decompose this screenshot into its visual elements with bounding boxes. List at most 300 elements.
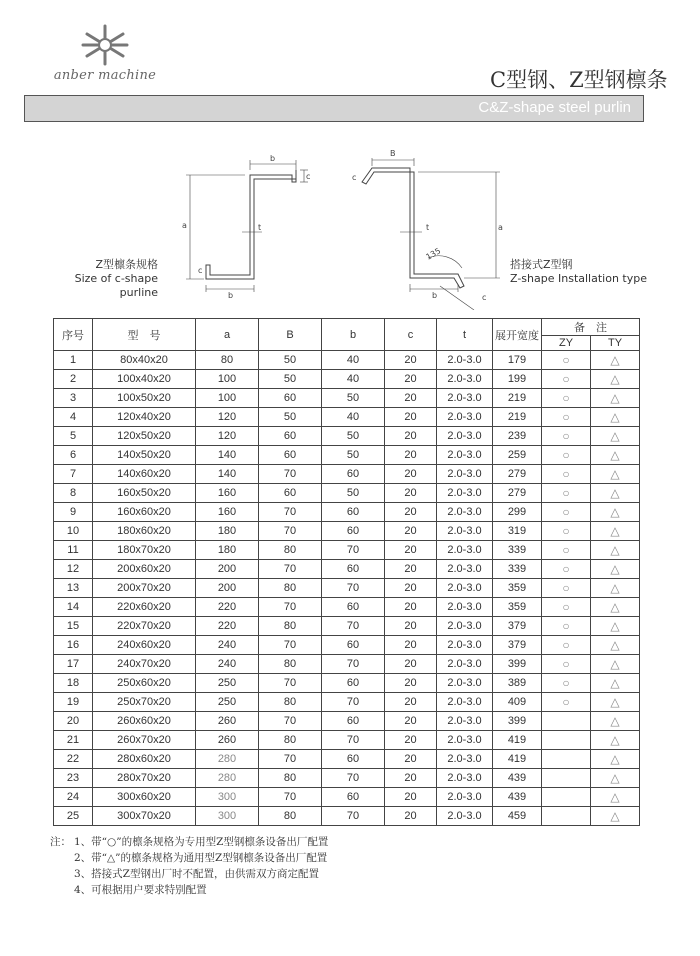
table-row (54, 750, 640, 769)
dim-label-angle: 135 (424, 246, 443, 262)
cell-b: 40 (322, 408, 385, 427)
cell-t: 2.0-3.0 (437, 788, 493, 807)
header-b: b (322, 319, 385, 351)
cell-ty: △ (591, 769, 640, 788)
cell-B: 70 (259, 522, 322, 541)
cell-t: 2.0-3.0 (437, 807, 493, 826)
cell-width: 419 (493, 750, 542, 769)
cell-t: 2.0-3.0 (437, 446, 493, 465)
cell-t: 2.0-3.0 (437, 750, 493, 769)
dim-label-c-right-top: c (352, 173, 357, 182)
table-row (54, 674, 640, 693)
dim-label-a-left: a (182, 221, 187, 230)
dim-label-B-right: B (390, 149, 396, 158)
cell-ty: △ (591, 636, 640, 655)
logo-star-icon (77, 22, 133, 68)
cell-width: 439 (493, 769, 542, 788)
cell-c: 20 (385, 389, 437, 408)
table-row (54, 598, 640, 617)
cell-B: 60 (259, 427, 322, 446)
cell-no: 8 (54, 484, 93, 503)
cell-no: 16 (54, 636, 93, 655)
cell-c: 20 (385, 465, 437, 484)
cell-width: 439 (493, 788, 542, 807)
cell-width: 299 (493, 503, 542, 522)
cell-b: 60 (322, 560, 385, 579)
cell-b: 60 (322, 465, 385, 484)
cell-width: 419 (493, 731, 542, 750)
dim-label-t-left: t (258, 223, 262, 232)
table-row (54, 655, 640, 674)
cell-width: 399 (493, 712, 542, 731)
cell-no: 22 (54, 750, 93, 769)
cell-zy (542, 712, 591, 731)
right-diagram-caption (510, 258, 650, 286)
table-row (54, 370, 640, 389)
header-c: c (385, 319, 437, 351)
cell-a: 100 (196, 389, 259, 408)
cell-no: 24 (54, 788, 93, 807)
cell-a: 120 (196, 408, 259, 427)
cell-ty: △ (591, 541, 640, 560)
cell-b: 60 (322, 750, 385, 769)
table-row (54, 522, 640, 541)
cell-no: 11 (54, 541, 93, 560)
cell-B: 80 (259, 693, 322, 712)
cell-B: 70 (259, 788, 322, 807)
cell-a: 180 (196, 522, 259, 541)
cell-zy (542, 750, 591, 769)
spec-table (53, 318, 640, 826)
cell-B: 80 (259, 579, 322, 598)
cell-zy (542, 788, 591, 807)
cell-a: 220 (196, 598, 259, 617)
cell-a: 140 (196, 465, 259, 484)
table-row (54, 389, 640, 408)
cell-model: 160x60x20 (93, 503, 196, 522)
note-text-1: 1、带“○”的檩条规格为专用型Z型钢檩条设备出厂配置 (74, 836, 329, 848)
cell-ty: △ (591, 427, 640, 446)
left-diagram-caption (50, 258, 158, 300)
table-row (54, 712, 640, 731)
dim-label-c-right-bottom: c (482, 293, 487, 302)
note-text-4: 4、可根据用户要求特别配置 (74, 884, 207, 896)
cell-width: 179 (493, 351, 542, 370)
table-row (54, 427, 640, 446)
cell-ty: △ (591, 693, 640, 712)
cell-zy: ○ (542, 560, 591, 579)
cell-ty: △ (591, 674, 640, 693)
cell-c: 20 (385, 370, 437, 389)
cell-t: 2.0-3.0 (437, 560, 493, 579)
dim-label-t-right: t (426, 223, 430, 232)
cell-a: 250 (196, 693, 259, 712)
cell-B: 70 (259, 503, 322, 522)
cell-no: 21 (54, 731, 93, 750)
cell-width: 339 (493, 541, 542, 560)
cell-t: 2.0-3.0 (437, 769, 493, 788)
cell-a: 300 (196, 807, 259, 826)
cell-a: 240 (196, 655, 259, 674)
cell-b: 70 (322, 579, 385, 598)
cell-a: 180 (196, 541, 259, 560)
cell-model: 250x60x20 (93, 674, 196, 693)
dim-label-b-bottom: b (228, 291, 234, 300)
cell-b: 60 (322, 636, 385, 655)
cell-zy: ○ (542, 655, 591, 674)
cell-c: 20 (385, 541, 437, 560)
table-row (54, 503, 640, 522)
cell-ty: △ (591, 598, 640, 617)
cell-zy: ○ (542, 503, 591, 522)
cell-c: 20 (385, 693, 437, 712)
cell-B: 80 (259, 617, 322, 636)
cell-a: 260 (196, 731, 259, 750)
cell-b: 40 (322, 370, 385, 389)
cell-a: 80 (196, 351, 259, 370)
cell-t: 2.0-3.0 (437, 579, 493, 598)
cell-model: 120x50x20 (93, 427, 196, 446)
z-profile-right (362, 158, 500, 310)
cell-model: 160x50x20 (93, 484, 196, 503)
cell-no: 5 (54, 427, 93, 446)
cell-model: 140x60x20 (93, 465, 196, 484)
cell-width: 339 (493, 560, 542, 579)
left-caption-en: Size of c-shape purline (74, 272, 158, 299)
cell-ty: △ (591, 788, 640, 807)
cell-t: 2.0-3.0 (437, 731, 493, 750)
cell-B: 70 (259, 750, 322, 769)
cell-width: 389 (493, 674, 542, 693)
table-row (54, 465, 640, 484)
cell-c: 20 (385, 769, 437, 788)
cell-model: 280x70x20 (93, 769, 196, 788)
cell-zy (542, 731, 591, 750)
cell-B: 60 (259, 446, 322, 465)
cell-no: 18 (54, 674, 93, 693)
cell-width: 219 (493, 408, 542, 427)
cell-no: 9 (54, 503, 93, 522)
cell-ty: △ (591, 465, 640, 484)
note-item (50, 834, 650, 850)
cell-c: 20 (385, 788, 437, 807)
cell-model: 200x70x20 (93, 579, 196, 598)
cell-b: 70 (322, 731, 385, 750)
cell-a: 240 (196, 636, 259, 655)
cell-model: 260x70x20 (93, 731, 196, 750)
cell-t: 2.0-3.0 (437, 598, 493, 617)
cell-width: 409 (493, 693, 542, 712)
cell-ty: △ (591, 484, 640, 503)
cell-no: 14 (54, 598, 93, 617)
table-row (54, 408, 640, 427)
cell-zy: ○ (542, 351, 591, 370)
cell-ty: △ (591, 389, 640, 408)
dim-label-b-right: b (432, 291, 438, 300)
cell-ty: △ (591, 408, 640, 427)
cell-model: 100x50x20 (93, 389, 196, 408)
note-item (50, 850, 650, 866)
cell-t: 2.0-3.0 (437, 617, 493, 636)
cell-model: 260x60x20 (93, 712, 196, 731)
cell-width: 459 (493, 807, 542, 826)
notes (50, 834, 650, 898)
note-item (50, 882, 650, 898)
cell-zy: ○ (542, 579, 591, 598)
cell-zy: ○ (542, 674, 591, 693)
cell-model: 80x40x20 (93, 351, 196, 370)
table-row (54, 579, 640, 598)
cell-B: 80 (259, 541, 322, 560)
cell-c: 20 (385, 674, 437, 693)
cell-t: 2.0-3.0 (437, 522, 493, 541)
cell-no: 7 (54, 465, 93, 484)
cell-B: 80 (259, 731, 322, 750)
cell-ty: △ (591, 503, 640, 522)
cell-no: 6 (54, 446, 93, 465)
note-text-3: 3、搭接式Z型钢出厂时不配置，由供需双方商定配置 (74, 868, 319, 880)
cell-zy: ○ (542, 389, 591, 408)
cell-ty: △ (591, 731, 640, 750)
cell-model: 300x70x20 (93, 807, 196, 826)
cell-t: 2.0-3.0 (437, 427, 493, 446)
note-item (50, 866, 650, 882)
cell-c: 20 (385, 351, 437, 370)
dim-label-c-left: c (198, 266, 203, 275)
cell-a: 160 (196, 503, 259, 522)
cell-c: 20 (385, 522, 437, 541)
cell-model: 180x70x20 (93, 541, 196, 560)
z-profile-left (186, 160, 311, 292)
header-no: 序号 (54, 319, 93, 351)
cell-width: 219 (493, 389, 542, 408)
cell-width: 259 (493, 446, 542, 465)
table-row (54, 617, 640, 636)
cell-model: 300x60x20 (93, 788, 196, 807)
cell-b: 60 (322, 674, 385, 693)
cell-width: 379 (493, 617, 542, 636)
cell-zy: ○ (542, 484, 591, 503)
cell-model: 120x40x20 (93, 408, 196, 427)
page-title: C型钢、Z型钢檩条 (490, 68, 668, 92)
notes-prefix: 注： (50, 836, 71, 848)
cell-a: 260 (196, 712, 259, 731)
spec-table-body (54, 351, 640, 826)
cell-ty: △ (591, 655, 640, 674)
cell-model: 140x50x20 (93, 446, 196, 465)
cell-b: 60 (322, 598, 385, 617)
cell-ty: △ (591, 712, 640, 731)
cell-c: 20 (385, 408, 437, 427)
cell-model: 240x60x20 (93, 636, 196, 655)
cell-no: 25 (54, 807, 93, 826)
cell-t: 2.0-3.0 (437, 693, 493, 712)
cell-t: 2.0-3.0 (437, 503, 493, 522)
cell-width: 199 (493, 370, 542, 389)
cell-t: 2.0-3.0 (437, 465, 493, 484)
cell-b: 50 (322, 484, 385, 503)
cell-b: 70 (322, 655, 385, 674)
cell-c: 20 (385, 598, 437, 617)
cell-b: 50 (322, 389, 385, 408)
cell-c: 20 (385, 750, 437, 769)
brand-name: anber machine (53, 68, 157, 83)
cell-B: 70 (259, 636, 322, 655)
cell-width: 279 (493, 484, 542, 503)
cell-B: 50 (259, 370, 322, 389)
cell-B: 60 (259, 389, 322, 408)
cell-model: 220x70x20 (93, 617, 196, 636)
cell-B: 50 (259, 408, 322, 427)
cell-c: 20 (385, 731, 437, 750)
cell-c: 20 (385, 807, 437, 826)
cell-c: 20 (385, 655, 437, 674)
brand-logo (50, 22, 160, 92)
header-t: t (437, 319, 493, 351)
cell-zy: ○ (542, 370, 591, 389)
cell-a: 200 (196, 560, 259, 579)
cell-ty: △ (591, 370, 640, 389)
cell-a: 280 (196, 750, 259, 769)
table-row (54, 693, 640, 712)
cell-B: 70 (259, 560, 322, 579)
cell-zy: ○ (542, 427, 591, 446)
cell-no: 15 (54, 617, 93, 636)
cell-B: 70 (259, 598, 322, 617)
dim-label-c-top: c (306, 172, 311, 181)
title-banner (24, 95, 644, 122)
cell-B: 80 (259, 655, 322, 674)
cell-t: 2.0-3.0 (437, 636, 493, 655)
cell-t: 2.0-3.0 (437, 389, 493, 408)
cell-c: 20 (385, 427, 437, 446)
cell-a: 300 (196, 788, 259, 807)
cell-zy: ○ (542, 693, 591, 712)
header-ty: TY (591, 336, 640, 351)
cell-B: 60 (259, 484, 322, 503)
cell-b: 60 (322, 712, 385, 731)
cell-width: 239 (493, 427, 542, 446)
cell-ty: △ (591, 750, 640, 769)
table-row (54, 560, 640, 579)
cell-B: 70 (259, 465, 322, 484)
cell-b: 70 (322, 807, 385, 826)
cell-a: 120 (196, 427, 259, 446)
left-caption-cn: Z型檩条规格 (95, 258, 158, 271)
table-row (54, 484, 640, 503)
cell-width: 379 (493, 636, 542, 655)
dim-label-b-top: b (270, 154, 276, 163)
table-row (54, 731, 640, 750)
cell-a: 100 (196, 370, 259, 389)
cell-zy: ○ (542, 598, 591, 617)
cell-t: 2.0-3.0 (437, 541, 493, 560)
cell-c: 20 (385, 579, 437, 598)
cell-b: 60 (322, 522, 385, 541)
cell-no: 1 (54, 351, 93, 370)
cell-b: 50 (322, 446, 385, 465)
cell-ty: △ (591, 617, 640, 636)
right-caption-en: Z-shape Installation type (510, 272, 647, 285)
cell-t: 2.0-3.0 (437, 351, 493, 370)
cell-b: 70 (322, 693, 385, 712)
dim-label-a-right: a (498, 223, 503, 232)
cell-zy (542, 807, 591, 826)
cell-b: 70 (322, 617, 385, 636)
cell-t: 2.0-3.0 (437, 712, 493, 731)
cell-no: 19 (54, 693, 93, 712)
table-row (54, 769, 640, 788)
cell-a: 140 (196, 446, 259, 465)
cell-no: 12 (54, 560, 93, 579)
cell-no: 4 (54, 408, 93, 427)
header-zy: ZY (542, 336, 591, 351)
cell-b: 60 (322, 788, 385, 807)
cell-t: 2.0-3.0 (437, 674, 493, 693)
cell-ty: △ (591, 446, 640, 465)
cell-ty: △ (591, 351, 640, 370)
cell-b: 60 (322, 503, 385, 522)
cell-b: 70 (322, 541, 385, 560)
header-B: B (259, 319, 322, 351)
cell-zy: ○ (542, 617, 591, 636)
cell-no: 13 (54, 579, 93, 598)
table-row (54, 788, 640, 807)
cell-zy: ○ (542, 408, 591, 427)
cell-width: 359 (493, 579, 542, 598)
cell-no: 17 (54, 655, 93, 674)
header-remark: 备 注 (542, 319, 640, 336)
cell-model: 100x40x20 (93, 370, 196, 389)
cell-zy: ○ (542, 636, 591, 655)
cell-b: 70 (322, 769, 385, 788)
cell-width: 359 (493, 598, 542, 617)
cell-no: 20 (54, 712, 93, 731)
table-row (54, 446, 640, 465)
cell-a: 200 (196, 579, 259, 598)
cell-zy (542, 769, 591, 788)
cell-no: 3 (54, 389, 93, 408)
cell-width: 319 (493, 522, 542, 541)
cell-B: 70 (259, 674, 322, 693)
header-a: a (196, 319, 259, 351)
right-caption-cn: 搭接式Z型钢 (510, 258, 573, 271)
cell-t: 2.0-3.0 (437, 408, 493, 427)
cell-t: 2.0-3.0 (437, 370, 493, 389)
cell-model: 280x60x20 (93, 750, 196, 769)
cell-no: 23 (54, 769, 93, 788)
cell-b: 40 (322, 351, 385, 370)
cell-a: 250 (196, 674, 259, 693)
cell-c: 20 (385, 484, 437, 503)
cell-t: 2.0-3.0 (437, 484, 493, 503)
cell-B: 80 (259, 769, 322, 788)
table-row (54, 636, 640, 655)
table-row (54, 351, 640, 370)
cell-width: 279 (493, 465, 542, 484)
table-row (54, 541, 640, 560)
cell-c: 20 (385, 446, 437, 465)
cell-width: 399 (493, 655, 542, 674)
cell-ty: △ (591, 560, 640, 579)
cell-a: 160 (196, 484, 259, 503)
cell-B: 80 (259, 807, 322, 826)
cell-model: 240x70x20 (93, 655, 196, 674)
cell-ty: △ (591, 807, 640, 826)
cell-model: 220x60x20 (93, 598, 196, 617)
cell-B: 70 (259, 712, 322, 731)
cell-no: 10 (54, 522, 93, 541)
